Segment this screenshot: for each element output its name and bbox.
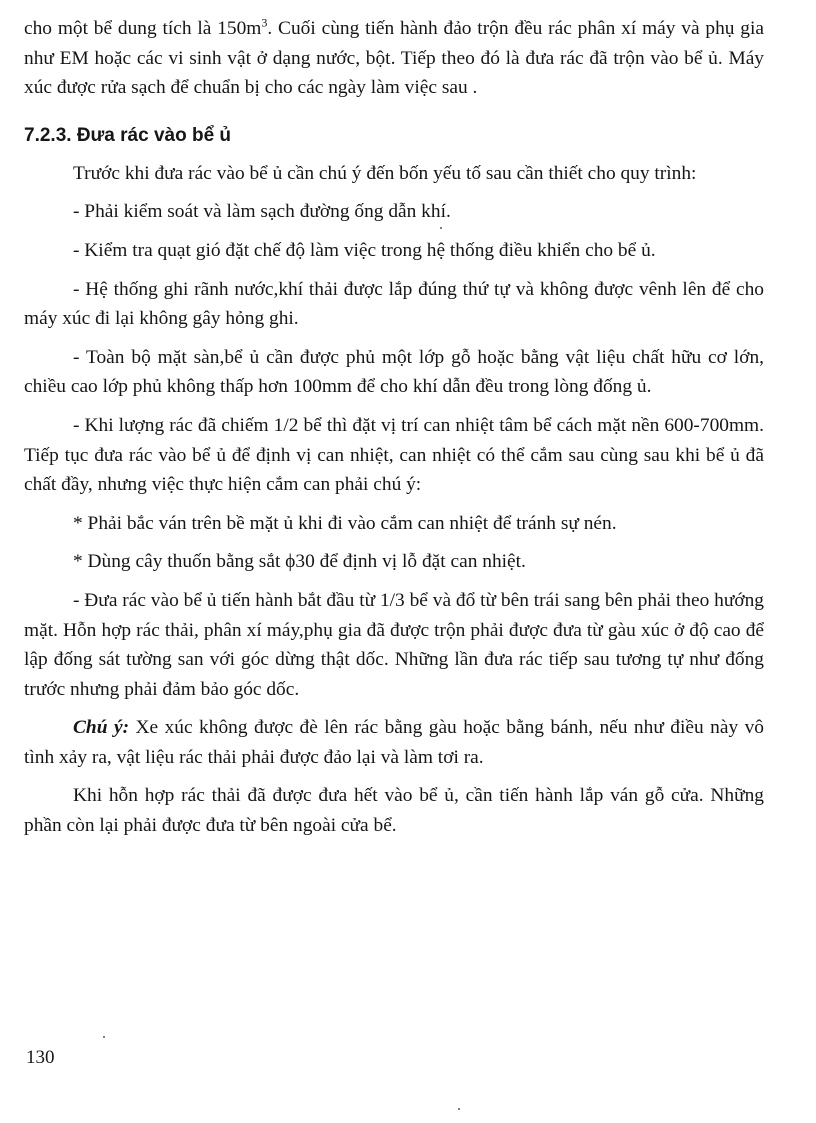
paragraph-floor-cover: - Toàn bộ mặt sàn,bể ủ cần được phủ một lớp gỗ hoặc bằng vật liệu chất hữu cơ lớn, chiều cao lớp phủ không thấp hơn 100mm để cho khí dẫn đều trong lòng đống ủ. <box>24 346 764 398</box>
paragraph-check-fan: - Kiểm tra quạt gió đặt chế độ làm việc trong hệ thống điều khiển cho bể ủ. <box>73 239 656 261</box>
paragraph-check-air-pipe: - Phải kiểm soát và làm sạch đường ống dẫn khí. <box>73 201 451 223</box>
closing-paragraph: Khi hỗn hợp rác thải đã được đưa hết vào bể ủ, cần tiến hành lắp ván gỗ cửa. Những phần còn lại phải được đưa từ bên ngoài cửa bể. <box>24 785 764 837</box>
intro-text-end: . Cuối cùng tiến hành đảo trộn đều rác phân xí máy và phụ gia như EM hoặc các vi sinh vật ở dạng nước, bột. Tiếp theo đó là đưa rác đã trộn vào bể ủ. Máy xúc được rửa sạch để chuẩn bị cho các ngày làm việc sau . <box>24 18 764 99</box>
note-label: Chú ý: <box>73 717 130 739</box>
note-paragraph <box>24 713 764 772</box>
paragraph-grate-system: - Hệ thống ghi rãnh nước,khí thải được lắp đúng thứ tự và không được vênh lên để cho máy xúc đi lại không gây hỏng ghi. <box>24 278 764 330</box>
scan-speck <box>103 1036 105 1038</box>
page-body <box>24 14 764 841</box>
paragraph-iron-rod: * Dùng cây thuốn bằng sắt ϕ30 để định vị lỗ đặt can nhiệt. <box>73 551 526 573</box>
intro-text-start: cho một bể dung tích là 150m <box>24 18 262 39</box>
note-text: Xe xúc không được đè lên rác bằng gàu hoặc bằng bánh, nếu như điều này vô tình xảy ra, vật liệu rác thải phải được đảo lại và làm tơi ra. <box>24 717 764 768</box>
intro-superscript: 3 <box>261 15 268 30</box>
paragraph-plank-note: * Phải bắc ván trên bề mặt ủ khi đi vào cắm can nhiệt để tránh sự nén. <box>73 512 617 534</box>
scan-speck <box>440 227 442 229</box>
scan-speck <box>458 1108 460 1110</box>
paragraph-thermocouple: - Khi lượng rác đã chiếm 1/2 bể thì đặt vị trí can nhiệt tâm bể cách mặt nền 600-700mm. Tiếp tục đưa rác vào bể ủ để định vị can nhiệt, can nhiệt có thể cắm sau cùng sau khi bể ủ đã chất đầy, nhưng việc thực hiện cắm can phải chú ý: <box>24 414 764 496</box>
section-heading: 7.2.3. Đưa rác vào bể ủ <box>24 124 232 146</box>
intro-paragraph <box>24 14 764 103</box>
paragraph-loading-procedure: - Đưa rác vào bể ủ tiến hành bắt đầu từ 1/3 bể và đổ từ bên trái sang bên phải theo hướng mặt. Hỗn hợp rác thải, phân xí máy,phụ gia đã được trộn phải được đưa từ gàu xúc ở độ cao để lập đống sát tường san với góc dừng thật dốc. Những lần đưa rác tiếp sau tương tự như đống trước nhưng phải đảm bảo góc dốc. <box>24 589 764 700</box>
paragraph-intro-requirements: Trước khi đưa rác vào bể ủ cần chú ý đến bốn yếu tố sau cần thiết cho quy trình: <box>73 162 697 184</box>
page-number: 130 <box>26 1047 55 1068</box>
